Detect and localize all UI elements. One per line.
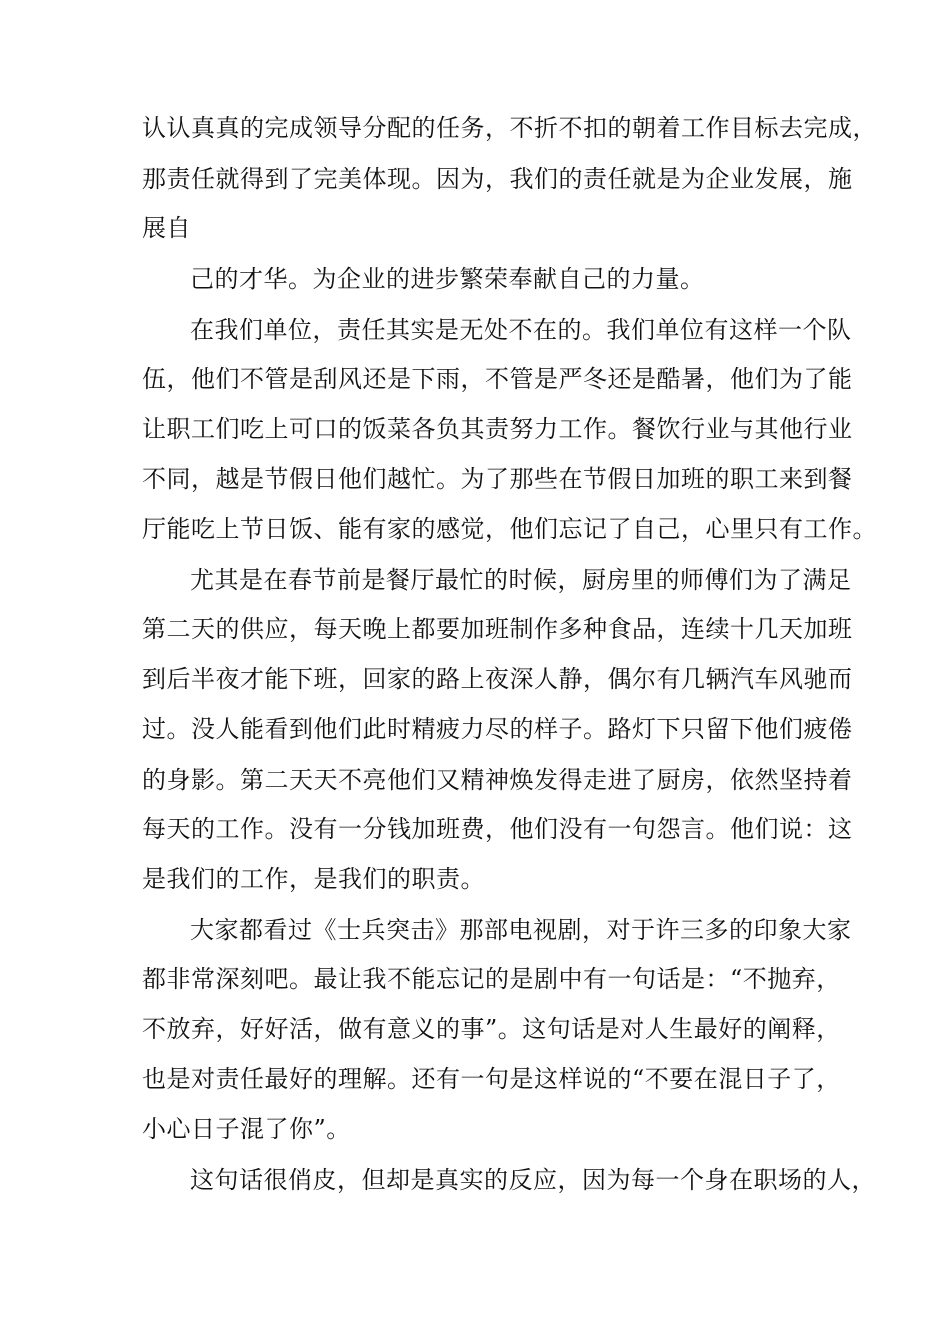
text-line: 让职工们吃上可口的饭菜各负其责努力工作。餐饮行业与其他行业: [142, 415, 853, 443]
text-line: 大家都看过《士兵突击》那部电视剧，对于许三多的印象大家: [190, 916, 852, 944]
text-line: 过。没人能看到他们此时精疲力尽的样子。路灯下只留下他们疲倦: [142, 715, 853, 743]
text-line: 那责任就得到了完美体现。因为，我们的责任就是为企业发展，施: [142, 165, 853, 193]
text-line: 到后半夜才能下班，回家的路上夜深人静，偶尔有几辆汽车风驰而: [142, 665, 853, 693]
text-line: 小心日子混了你”。: [142, 1115, 351, 1143]
text-line: 展自: [142, 214, 191, 242]
text-line: 的身影。第二天天不亮他们又精神焕发得走进了厨房，依然坚持着: [142, 766, 853, 794]
text-line: 不放弃，好好活，做有意义的事”。这句话是对人生最好的阐释，: [142, 1015, 841, 1043]
text-line: 第二天的供应，每天晚上都要加班制作多种食品，连续十几天加班: [142, 615, 853, 643]
text-line: 在我们单位，责任其实是无处不在的。我们单位有这样一个队: [190, 316, 852, 344]
text-line: 是我们的工作，是我们的职责。: [142, 865, 485, 893]
text-line: 尤其是在春节前是餐厅最忙的时候，厨房里的师傅们为了满足: [190, 566, 852, 594]
text-line: 己的才华。为企业的进步繁荣奉献自己的力量。: [190, 265, 705, 293]
text-line: 每天的工作。没有一分钱加班费，他们没有一句怨言。他们说：这: [142, 815, 853, 843]
text-line: 认认真真的完成领导分配的任务，不折不扣的朝着工作目标去完成，: [142, 114, 877, 142]
text-line: 也是对责任最好的理解。还有一句是这样说的“不要在混日子了，: [142, 1065, 841, 1093]
text-line: 都非常深刻吧。最让我不能忘记的是剧中有一句话是：“不抛弃，: [142, 965, 841, 993]
text-line: 厅能吃上节日饭、能有家的感觉，他们忘记了自己，心里只有工作。: [142, 515, 877, 543]
text-line: 这句话很俏皮，但却是真实的反应，因为每一个身在职场的人，: [190, 1166, 876, 1194]
text-line: 不同，越是节假日他们越忙。为了那些在节假日加班的职工来到餐: [142, 465, 853, 493]
text-line: 伍，他们不管是刮风还是下雨，不管是严冬还是酷暑，他们为了能: [142, 365, 853, 393]
